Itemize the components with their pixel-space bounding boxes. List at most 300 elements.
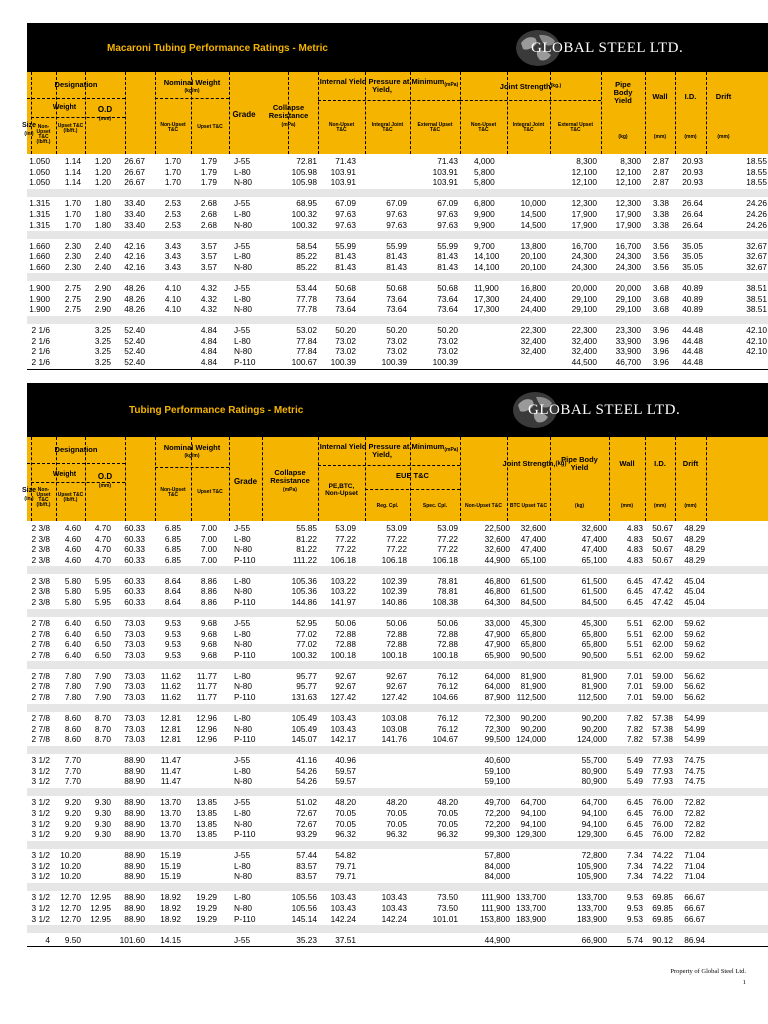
size-cell: 1.900: [29, 304, 50, 315]
grade-cell: N-80: [234, 776, 252, 787]
grade-cell: J-55: [234, 797, 251, 808]
yield-reg-cpl-cell: 92.67: [386, 681, 407, 692]
grade-cell: J-55: [234, 755, 251, 766]
table2-title: Tubing Performance Ratings - Metric: [129, 405, 304, 416]
grade-cell: P-110: [234, 913, 256, 924]
joint-btc-upset-cell: 45,300: [520, 618, 546, 628]
drift-cell: 59.62: [684, 649, 705, 660]
upset-weight-cell: 4.70: [94, 533, 111, 544]
pressure-external-header: External Upset T&C: [417, 121, 453, 133]
nonupset-weight-cell: 10.20: [60, 860, 81, 871]
size-cell: 4: [45, 934, 50, 945]
table1-title: Macaroni Tubing Performance Ratings - Metric: [107, 43, 328, 54]
yield-spec-cpl-cell: 76.12: [437, 670, 458, 681]
yield-pe-btc-cell: 103.43: [330, 903, 356, 913]
od-cell: 60.33: [124, 597, 145, 607]
yield-spec-cpl-cell: 53.09: [437, 523, 458, 533]
joint-btc-upset-cell: 124,000: [516, 734, 546, 745]
nonupset-weight-cell: 1.14: [64, 156, 81, 166]
joint-btc-upset-cell: 47,400: [520, 533, 546, 544]
grade-cell: L-80: [234, 335, 251, 346]
upset-weight-cell: 3.25: [94, 357, 111, 367]
joint-btc-header: BTC Upset T&C: [509, 503, 548, 510]
size-cell: 2 1/6: [31, 335, 50, 346]
size-cell: 3 1/2: [31, 765, 50, 776]
id-cell: 50.67: [652, 544, 673, 555]
nominal-nonupset-cell: 4.10: [164, 304, 181, 315]
collapse-cell: 145.14: [291, 913, 317, 924]
yield-spec-cpl-cell: 106.18: [432, 554, 458, 565]
wall-cell: 4.83: [626, 544, 643, 555]
nominal-upset-cell: 4.84: [200, 357, 217, 367]
yield-nonupset-cell: 81.43: [335, 251, 356, 262]
wall-cell: 3.56: [652, 251, 669, 262]
pipe-body-yield-cell: 32,600: [581, 523, 607, 533]
table1-title-band: [27, 23, 768, 72]
drift-cell: 45.04: [684, 586, 705, 597]
yield-reg-cpl-cell: 106.18: [381, 554, 407, 565]
yield-pe-btc-cell: 48.20: [335, 797, 356, 808]
grade-cell: N-80: [234, 346, 252, 357]
nominal-nonupset-cell: 13.70: [160, 829, 181, 840]
od-cell: 33.40: [124, 219, 145, 230]
grade-cell: N-80: [234, 818, 252, 829]
collapse-cell: 77.78: [296, 293, 317, 304]
joint-nonupset-cell: 47,900: [484, 639, 510, 650]
nominal-upset-cell: 7.00: [200, 523, 217, 533]
yield-reg-cpl-cell: 53.09: [386, 523, 407, 533]
id-header: I.D.: [684, 92, 697, 102]
joint-btc-upset-cell: 133,700: [516, 892, 546, 903]
id-cell: 69.85: [652, 903, 673, 913]
collapse-cell: 55.85: [296, 523, 317, 533]
yield-external-cell: 50.20: [437, 325, 458, 336]
yield-reg-cpl-cell: 103.08: [381, 713, 407, 723]
upset-weight-cell: 5.95: [94, 575, 111, 586]
yield-external-cell: 71.43: [437, 156, 458, 166]
nonupset-weight-cell: 9.20: [64, 808, 81, 818]
yield-reg-cpl-cell: 103.43: [381, 903, 407, 913]
upset-weight-cell: 3.25: [94, 346, 111, 357]
table-row: [27, 692, 768, 703]
joint-integral-cell: 22,300: [520, 325, 546, 336]
od-cell: 52.40: [124, 335, 145, 346]
id-cell: 26.64: [682, 198, 703, 209]
nominal-nonupset-cell: 11.62: [160, 670, 181, 681]
pressure-reg-header: Reg. Cpl.: [376, 503, 399, 510]
yield-pe-btc-cell: 72.88: [335, 628, 356, 639]
table-row: [27, 534, 768, 545]
nonupset-weight-cell: 7.70: [64, 776, 81, 787]
nominal-upset-cell: 19.29: [196, 903, 217, 913]
collapse-cell: 81.22: [296, 533, 317, 544]
drift-unit: (mm): [717, 134, 730, 141]
drift-cell: 72.82: [684, 829, 705, 840]
yield-external-cell: 81.43: [437, 261, 458, 272]
nominal-upset-cell: 2.68: [200, 208, 217, 219]
collapse-cell: 54.26: [296, 765, 317, 776]
joint-integral-cell: 16,800: [520, 282, 546, 293]
od-header: O.D: [97, 471, 113, 481]
grade-cell: N-80: [234, 871, 252, 882]
nonupset-weight-cell: 2.30: [64, 251, 81, 262]
collapse-cell: 58.54: [296, 240, 317, 251]
nonupset-weight-cell: 1.70: [64, 198, 81, 209]
nominal-nonupset-header: Non-Upset T&C: [160, 121, 186, 133]
size-cell: 3 1/2: [31, 871, 50, 882]
table-row: [27, 357, 768, 368]
nominal-nonupset-cell: 6.85: [164, 523, 181, 533]
group-separator: [27, 704, 768, 712]
drift-cell: 66.67: [684, 903, 705, 913]
yield-spec-cpl-cell: 70.05: [437, 808, 458, 818]
size-cell: 2 7/8: [31, 723, 50, 734]
id-cell: 69.85: [652, 913, 673, 924]
joint-strength-header: Joint Strength, (kg): [502, 459, 567, 469]
designation-header: Designation: [54, 445, 98, 455]
grade-cell: N-80: [234, 586, 252, 597]
upset-weight-cell: 5.95: [94, 597, 111, 607]
upset-weight-cell: 6.50: [94, 618, 111, 628]
pipe-body-yield-cell: 133,700: [577, 903, 607, 913]
upset-weight-cell: 7.90: [94, 692, 111, 702]
header-divider: [460, 100, 601, 101]
yield-spec-cpl-cell: 76.12: [437, 681, 458, 692]
od-cell: 88.90: [124, 776, 145, 787]
nominal-upset-cell: 13.85: [196, 829, 217, 840]
size-cell: 2 7/8: [31, 618, 50, 628]
id-cell: 74.22: [652, 860, 673, 871]
table-row: [27, 776, 768, 787]
joint-strength-unit: (kg.): [550, 83, 562, 90]
size-cell: 2 3/8: [31, 544, 50, 555]
yield-pe-btc-cell: 70.05: [335, 808, 356, 818]
grade-header: Grade: [232, 109, 256, 119]
grade-cell: L-80: [234, 628, 251, 639]
wall-cell: 3.96: [652, 325, 669, 336]
table-row: [27, 808, 768, 819]
id-unit: (mm): [653, 503, 667, 510]
yield-reg-cpl-cell: 50.06: [386, 618, 407, 628]
id-cell: 20.93: [682, 177, 703, 188]
pipe-body-yield-cell: 94,100: [581, 818, 607, 829]
table-row: [27, 251, 768, 262]
column-divider: [125, 72, 126, 154]
collapse-cell: 105.36: [291, 586, 317, 597]
header-divider: [27, 98, 125, 99]
nominal-upset-cell: 8.86: [200, 597, 217, 607]
id-header: I.D.: [654, 459, 666, 469]
nominal-nonupset-cell: 11.47: [160, 755, 181, 766]
pipe-body-yield-cell: 84,500: [581, 597, 607, 607]
eue-header: EUE T&C: [396, 471, 429, 481]
joint-nonupset-cell: 49,700: [484, 797, 510, 808]
collapse-cell: 53.02: [296, 325, 317, 336]
upset-weight-cell: 1.20: [94, 166, 111, 177]
nominal-nonupset-cell: 13.70: [160, 818, 181, 829]
yield-pe-btc-cell: 50.06: [335, 618, 356, 628]
nominal-nonupset-cell: 6.85: [164, 544, 181, 555]
od-cell: 73.03: [124, 681, 145, 692]
nonupset-weight-cell: 4.60: [64, 523, 81, 533]
id-cell: 44.48: [682, 325, 703, 336]
drift-cell: 42.10: [746, 346, 767, 357]
grade-cell: P-110: [234, 554, 256, 565]
pipe-body-yield-cell: 105,900: [577, 860, 607, 871]
yield-spec-cpl-cell: 70.05: [437, 818, 458, 829]
pipe-body-yield-cell: 47,400: [581, 544, 607, 555]
wall-cell: 7.34: [626, 871, 643, 882]
joint-btc-upset-cell: 129,300: [516, 829, 546, 840]
nominal-upset-cell: 8.86: [200, 586, 217, 597]
upset-weight-cell: 9.30: [94, 797, 111, 808]
id-cell: 62.00: [652, 628, 673, 639]
table-row: [27, 871, 768, 882]
size-cell: 2 1/6: [31, 357, 50, 367]
yield-pe-btc-cell: 79.71: [335, 860, 356, 871]
od-cell: 60.33: [124, 575, 145, 586]
nonupset-weight-cell: 9.50: [64, 934, 81, 945]
nominal-upset-cell: 2.68: [200, 198, 217, 209]
yield-spec-cpl-cell: 76.12: [437, 723, 458, 734]
pipe-body-yield-cell: 8,300: [620, 156, 641, 166]
collapse-cell: 145.07: [291, 734, 317, 745]
yield-pe-btc-cell: 103.22: [330, 586, 356, 597]
header-divider: [27, 463, 125, 464]
group-separator: [27, 841, 768, 849]
nonupset-weight-cell: 7.80: [64, 681, 81, 692]
yield-external-cell: 81.43: [437, 251, 458, 262]
collapse-cell: 72.67: [296, 808, 317, 818]
collapse-cell: 81.22: [296, 544, 317, 555]
grade-cell: J-55: [234, 934, 251, 945]
joint-nonupset-header: Non-Upset T&C: [470, 121, 497, 133]
id-cell: 59.00: [652, 670, 673, 681]
group-separator: [27, 231, 768, 239]
nonupset-weight-cell: 2.75: [64, 293, 81, 304]
grade-cell: N-80: [234, 723, 252, 734]
joint-nonupset-cell: 46,800: [484, 575, 510, 586]
drift-cell: 45.04: [684, 597, 705, 607]
upset-weight-header: Upset T&C (lb/ft.): [57, 491, 84, 503]
id-cell: 50.67: [652, 533, 673, 544]
pipe-body-yield-header: Pipe Body Yield: [613, 80, 633, 105]
group-separator: [27, 883, 768, 891]
column-divider: [706, 437, 707, 521]
nominal-nonupset-cell: 15.19: [160, 850, 181, 861]
size-cell: 1.900: [29, 293, 50, 304]
nominal-upset-cell: 11.77: [196, 692, 217, 702]
joint-btc-upset-cell: 112,500: [516, 692, 546, 702]
upset-weight-cell: 6.50: [94, 649, 111, 660]
joint-nonupset-cell: 84,000: [484, 871, 510, 882]
wall-cell: 7.01: [626, 692, 643, 702]
nonupset-weight-cell: 10.20: [60, 850, 81, 861]
collapse-cell: 95.77: [296, 670, 317, 681]
pipe-body-yield-cell: 105,900: [577, 871, 607, 882]
grade-cell: L-80: [234, 208, 251, 219]
nominal-nonupset-cell: 9.53: [164, 628, 181, 639]
collapse-cell: 77.02: [296, 639, 317, 650]
od-cell: 88.90: [124, 903, 145, 913]
grade-cell: L-80: [234, 575, 251, 586]
internal-yield-header: Internal Yield Pressure at Minimum Yield, (mPa): [319, 442, 459, 459]
joint-external-cell: 12,100: [571, 166, 597, 177]
joint-nonupset-cell: 44,900: [484, 934, 510, 945]
collapse-cell: 51.02: [296, 797, 317, 808]
drift-cell: 74.75: [684, 765, 705, 776]
nominal-upset-cell: 13.85: [196, 818, 217, 829]
header-divider: [155, 98, 229, 99]
od-cell: 33.40: [124, 208, 145, 219]
grade-cell: N-80: [234, 903, 252, 913]
joint-nonupset-cell: 11,900: [474, 282, 499, 293]
joint-nonupset-cell: 9,900: [474, 208, 495, 219]
nominal-upset-cell: 12.96: [196, 734, 217, 745]
yield-integral-cell: 73.64: [386, 304, 407, 315]
id-cell: 77.93: [652, 755, 673, 766]
nominal-nonupset-cell: 18.92: [160, 892, 181, 903]
id-cell: 40.89: [682, 304, 703, 315]
yield-pe-btc-cell: 77.22: [335, 544, 356, 555]
pipe-body-yield-cell: 72,800: [581, 850, 607, 861]
nominal-weight-header: Nominal Weight: [163, 443, 221, 453]
joint-external-cell: 20,000: [571, 282, 597, 293]
drift-cell: 24.26: [746, 198, 767, 209]
id-unit: (mm): [684, 134, 697, 141]
collapse-cell: 57.44: [296, 850, 317, 861]
table-row: [27, 935, 768, 946]
table-row: [27, 241, 768, 252]
pipe-body-yield-unit: (kg): [618, 134, 628, 141]
od-cell: 73.03: [124, 618, 145, 628]
pipe-body-yield-cell: 33,900: [615, 335, 641, 346]
size-cell: 1.660: [29, 251, 50, 262]
yield-pe-btc-cell: 106.18: [330, 554, 356, 565]
wall-cell: 7.34: [626, 860, 643, 871]
size-cell: 1.900: [29, 282, 50, 293]
id-cell: 59.00: [652, 692, 673, 702]
wall-cell: 9.53: [626, 892, 643, 903]
wall-cell: 7.82: [626, 734, 643, 745]
nominal-nonupset-cell: 15.19: [160, 871, 181, 882]
yield-integral-cell: 67.09: [386, 198, 407, 209]
weight-header: Weight: [52, 104, 77, 112]
pressure-spec-header: Spec. Cpl.: [422, 503, 448, 510]
yield-pe-btc-cell: 127.42: [330, 692, 356, 702]
joint-nonupset-cell: 32,600: [484, 544, 510, 555]
table-row: [27, 262, 768, 273]
joint-nonupset-cell: 84,000: [484, 860, 510, 871]
wall-cell: 3.56: [652, 240, 669, 251]
nonupset-weight-cell: 2.30: [64, 261, 81, 272]
nonupset-weight-cell: 12.70: [60, 892, 81, 903]
id-cell: 76.00: [652, 797, 673, 808]
table-row: [27, 336, 768, 347]
table-row: [27, 209, 768, 220]
yield-spec-cpl-cell: 72.88: [437, 628, 458, 639]
collapse-cell: 77.84: [296, 346, 317, 357]
nonupset-weight-cell: 5.80: [64, 575, 81, 586]
collapse-cell: 83.57: [296, 871, 317, 882]
drift-cell: 72.82: [684, 797, 705, 808]
od-cell: 88.90: [124, 913, 145, 924]
group-separator: [27, 609, 768, 617]
od-cell: 60.33: [124, 523, 145, 533]
yield-nonupset-cell: 55.99: [335, 240, 356, 251]
grade-cell: J-55: [234, 156, 251, 166]
grade-cell: P-110: [234, 829, 256, 840]
od-cell: 88.90: [124, 765, 145, 776]
joint-nonupset-cell: 14,100: [474, 261, 500, 272]
nonupset-weight-cell: 12.70: [60, 913, 81, 924]
od-cell: 52.40: [124, 346, 145, 357]
pipe-body-yield-cell: 65,800: [581, 639, 607, 650]
id-cell: 40.89: [682, 293, 703, 304]
size-cell: 2 1/6: [31, 346, 50, 357]
od-cell: 42.16: [124, 240, 145, 251]
footer: [670, 968, 746, 986]
collapse-cell: 41.16: [296, 755, 317, 766]
grade-cell: N-80: [234, 261, 252, 272]
drift-cell: 48.29: [684, 523, 705, 533]
grade-cell: J-55: [234, 850, 251, 861]
nonupset-weight-cell: 7.70: [64, 765, 81, 776]
yield-integral-cell: 73.02: [386, 346, 407, 357]
joint-nonupset-cell: 17,300: [474, 293, 500, 304]
nominal-nonupset-cell: 3.43: [164, 251, 181, 262]
od-cell: 73.03: [124, 628, 145, 639]
grade-cell: P-110: [234, 649, 256, 660]
id-cell: 74.22: [652, 871, 673, 882]
pipe-body-yield-cell: 45,300: [581, 618, 607, 628]
wall-cell: 5.49: [626, 765, 643, 776]
upset-weight-cell: 2.90: [94, 293, 111, 304]
id-cell: 62.00: [652, 639, 673, 650]
joint-nonupset-cell: 4,000: [474, 156, 495, 166]
id-cell: 20.93: [682, 166, 703, 177]
wall-cell: 2.87: [652, 177, 669, 188]
wall-cell: 7.34: [626, 850, 643, 861]
drift-cell: 18.55: [746, 166, 767, 177]
nominal-upset-cell: 7.00: [200, 554, 217, 565]
yield-pe-btc-cell: 79.71: [335, 871, 356, 882]
drift-cell: 71.04: [684, 850, 705, 861]
joint-btc-upset-cell: 94,100: [520, 808, 546, 818]
company-name: GLOBAL STEEL LTD.: [531, 39, 684, 56]
upset-weight-cell: 3.25: [94, 335, 111, 346]
yield-integral-cell: 81.43: [386, 261, 407, 272]
upset-weight-cell: 2.40: [94, 261, 111, 272]
collapse-cell: 68.95: [296, 198, 317, 209]
yield-reg-cpl-cell: 72.88: [386, 628, 407, 639]
drift-cell: 24.26: [746, 219, 767, 230]
table-row: [27, 177, 768, 188]
pipe-body-yield-cell: 133,700: [577, 892, 607, 903]
table-row: [27, 724, 768, 735]
grade-cell: L-80: [234, 251, 251, 262]
drift-cell: 56.62: [684, 681, 705, 692]
joint-nonupset-cell: 9,700: [474, 240, 495, 251]
size-cell: 1.050: [29, 177, 50, 188]
wall-cell: 6.45: [626, 829, 643, 840]
table-row: [27, 819, 768, 830]
size-cell: 1.315: [29, 219, 50, 230]
pipe-body-yield-header: Pipe Body Yield: [561, 455, 598, 472]
joint-integral-cell: 32,400: [520, 335, 546, 346]
nominal-upset-header: Upset T&C: [197, 489, 223, 496]
collapse-cell: 95.77: [296, 681, 317, 692]
